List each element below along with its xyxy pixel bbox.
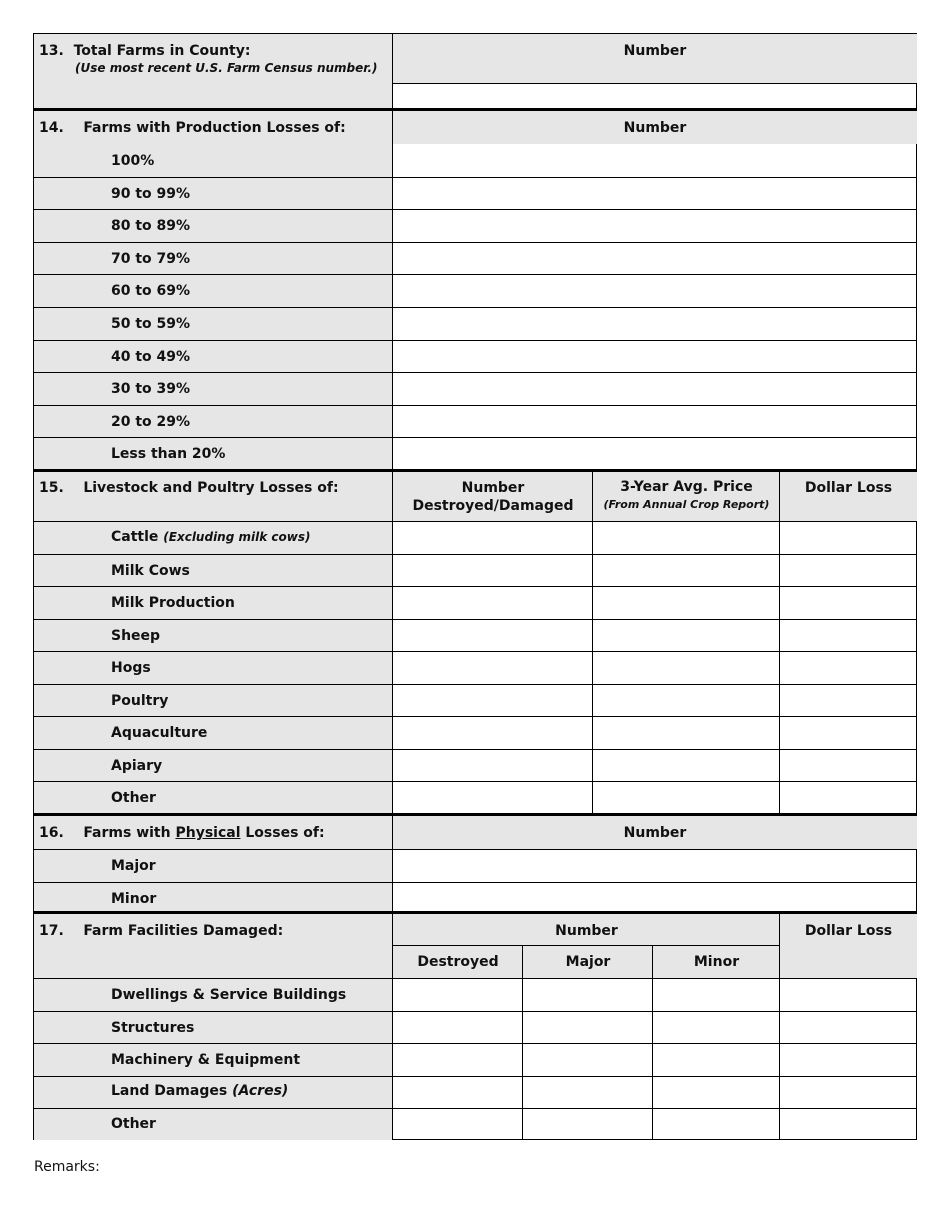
q17-major-header: Major [565, 954, 611, 970]
rule [34, 242, 917, 243]
rule [393, 83, 917, 84]
q16-label: 16. Farms with Physical Losses of: [39, 825, 325, 841]
q17-row-dwellings-service-buildings: Dwellings & Service Buildings [111, 987, 347, 1003]
q15-dollar-loss-field[interactable] [780, 587, 917, 618]
farm-loss-form [33, 33, 917, 1140]
rule [34, 177, 917, 178]
q16-number-field[interactable] [394, 883, 917, 914]
q15-price-field[interactable] [593, 522, 779, 553]
rule [34, 437, 917, 438]
q17-dollar-loss-field[interactable] [780, 1044, 917, 1075]
q14-number-header: Number [623, 120, 687, 136]
q15-row-other: Other [111, 790, 156, 806]
q17-minor-field[interactable] [653, 1077, 779, 1108]
q14-row-80-to-89: 80 to 89% [111, 218, 191, 235]
q14-row-50-to-59: 50 to 59% [111, 316, 191, 332]
q15-dollar-loss-field[interactable] [780, 685, 917, 716]
q14-number-field[interactable] [394, 178, 917, 209]
rule [522, 945, 523, 1140]
q17-minor-field[interactable] [653, 1109, 779, 1140]
q14-number-field[interactable] [394, 145, 917, 176]
q15-dollar-loss-header: Dollar Loss [804, 480, 893, 496]
q17-number-header: Number [555, 923, 618, 939]
q17-destroyed-field[interactable] [393, 1109, 522, 1140]
q15-number-field[interactable] [393, 587, 592, 618]
rule [392, 34, 393, 1140]
q15-price-field[interactable] [593, 652, 779, 683]
q14-row-100: 100% [111, 153, 155, 169]
q17-label: 17. Farm Facilities Damaged: [39, 923, 284, 939]
q14-number-field[interactable] [394, 210, 917, 241]
q17-dollar-loss-field[interactable] [780, 1012, 917, 1043]
q15-dollar-loss-field[interactable] [780, 620, 917, 651]
rule [34, 469, 917, 472]
q15-price-field[interactable] [593, 685, 779, 716]
q17-minor-field[interactable] [653, 1012, 779, 1043]
rule [34, 274, 917, 275]
q17-row-other: Other [111, 1116, 156, 1132]
q15-row-milk-production: Milk Production [111, 595, 235, 611]
q15-price-field[interactable] [593, 587, 779, 618]
q15-number-field[interactable] [393, 685, 592, 716]
q14-row-40-to-49: 40 to 49% [111, 348, 191, 365]
q15-number-field[interactable] [393, 782, 592, 813]
q13-label: 13. Total Farms in County: [39, 43, 251, 59]
q15-number-field[interactable] [393, 652, 592, 683]
q15-row-aquaculture: Aquaculture [111, 725, 208, 741]
q13-number-header: Number [623, 43, 687, 59]
q14-row-30-to-39: 30 to 39% [111, 381, 191, 398]
label-column-shade [34, 34, 393, 1140]
q17-destroyed-field[interactable] [393, 1044, 522, 1075]
rule [34, 619, 917, 620]
q15-row-cattle: Cattle (Excluding milk cows) [111, 529, 311, 545]
q15-dollar-loss-field[interactable] [780, 555, 917, 586]
q15-price-field[interactable] [593, 620, 779, 651]
q17-destroyed-field[interactable] [393, 1077, 522, 1108]
rule [34, 911, 917, 914]
q15-row-sheep: Sheep [111, 627, 161, 644]
q17-major-field[interactable] [523, 1044, 652, 1075]
q14-number-field[interactable] [394, 373, 917, 404]
q14-number-field[interactable] [394, 438, 917, 469]
q17-dollar-loss-field[interactable] [780, 1109, 917, 1140]
q14-row-60-to-69: 60 to 69% [111, 283, 191, 300]
q15-row-milk-cows: Milk Cows [111, 562, 190, 579]
q13-total-farms-field[interactable] [394, 84, 917, 108]
rule [34, 372, 917, 373]
q14-row-70-to-79: 70 to 79% [111, 250, 191, 267]
q15-price-field[interactable] [593, 555, 779, 586]
rule [34, 405, 917, 406]
q15-number-field[interactable] [393, 750, 592, 781]
rule [34, 554, 917, 555]
rule [34, 1076, 917, 1077]
q13-note: (Use most recent U.S. Farm Census number.) [75, 61, 378, 75]
q14-number-field[interactable] [394, 308, 917, 339]
rule [34, 209, 917, 210]
q15-price-field[interactable] [593, 750, 779, 781]
remarks-label: Remarks: [34, 1159, 100, 1175]
q17-major-field[interactable] [523, 1109, 652, 1140]
q15-dollar-loss-field[interactable] [780, 750, 917, 781]
q15-dollar-loss-field[interactable] [780, 717, 917, 748]
q17-minor-field[interactable] [653, 979, 779, 1010]
q14-row-20-to-29: 20 to 29% [111, 413, 191, 430]
rule [34, 340, 917, 341]
q17-minor-header: Minor [693, 954, 740, 970]
q17-dollar-loss-field[interactable] [780, 1077, 917, 1108]
q15-number-field[interactable] [393, 522, 592, 553]
q16-row-major: Major [111, 858, 156, 874]
q14-label: 14. Farms with Production Losses of: [39, 120, 346, 136]
q15-number-destroyed-header: Number Destroyed/Damaged [412, 480, 574, 514]
rule [393, 945, 780, 946]
rule [779, 472, 780, 813]
q17-dollar-loss-header: Dollar Loss [804, 923, 893, 939]
rule [779, 914, 780, 1140]
q17-major-field[interactable] [523, 979, 652, 1010]
rule [34, 1011, 917, 1012]
rule [34, 1043, 917, 1044]
q15-label: 15. Livestock and Poultry Losses of: [39, 480, 339, 496]
q17-destroyed-field[interactable] [393, 979, 522, 1010]
q15-dollar-loss-field[interactable] [780, 652, 917, 683]
rule [592, 472, 593, 813]
q15-number-field[interactable] [393, 555, 592, 586]
q15-dollar-loss-field[interactable] [780, 522, 917, 553]
rule [34, 307, 917, 308]
q15-price-header: 3-Year Avg. Price (From Annual Crop Report) [603, 479, 770, 511]
q17-major-field[interactable] [523, 1012, 652, 1043]
q14-number-field[interactable] [394, 406, 917, 437]
q16-row-minor: Minor [111, 890, 157, 907]
rule [34, 521, 917, 522]
q15-row-poultry: Poultry [111, 692, 169, 709]
q15-number-field[interactable] [393, 620, 592, 651]
q15-row-apiary: Apiary [111, 757, 163, 774]
q16-number-field[interactable] [394, 850, 917, 881]
rule [34, 978, 917, 979]
q17-dollar-loss-field[interactable] [780, 979, 917, 1010]
q17-destroyed-header: Destroyed [417, 954, 499, 970]
q14-number-field[interactable] [394, 275, 917, 306]
q14-row-90-to-99: 90 to 99% [111, 185, 191, 202]
rule [34, 813, 917, 816]
rule [652, 945, 653, 1140]
rule [34, 684, 917, 685]
q14-number-field[interactable] [394, 243, 917, 274]
q14-row-less-than-20: Less than 20% [111, 446, 226, 463]
q15-price-field[interactable] [593, 782, 779, 813]
q15-dollar-loss-field[interactable] [780, 782, 917, 813]
q17-destroyed-field[interactable] [393, 1012, 522, 1043]
q17-row-machinery-equipment: Machinery & Equipment [111, 1052, 301, 1068]
rule [34, 1108, 917, 1109]
q16-number-header: Number [623, 825, 687, 841]
q15-number-field[interactable] [393, 717, 592, 748]
q15-price-field[interactable] [593, 717, 779, 748]
q17-row-land-damages: Land Damages (Acres) [111, 1083, 289, 1099]
rule [34, 781, 917, 782]
rule [34, 849, 917, 850]
q15-row-hogs: Hogs [111, 660, 151, 676]
q17-minor-field[interactable] [653, 1044, 779, 1075]
q14-number-field[interactable] [394, 341, 917, 372]
q17-row-structures: Structures [111, 1019, 195, 1036]
rule [34, 749, 917, 750]
rule [34, 586, 917, 587]
rule [34, 882, 917, 883]
rule [34, 651, 917, 652]
rule [34, 108, 917, 111]
q17-major-field[interactable] [523, 1077, 652, 1108]
rule [34, 716, 917, 717]
